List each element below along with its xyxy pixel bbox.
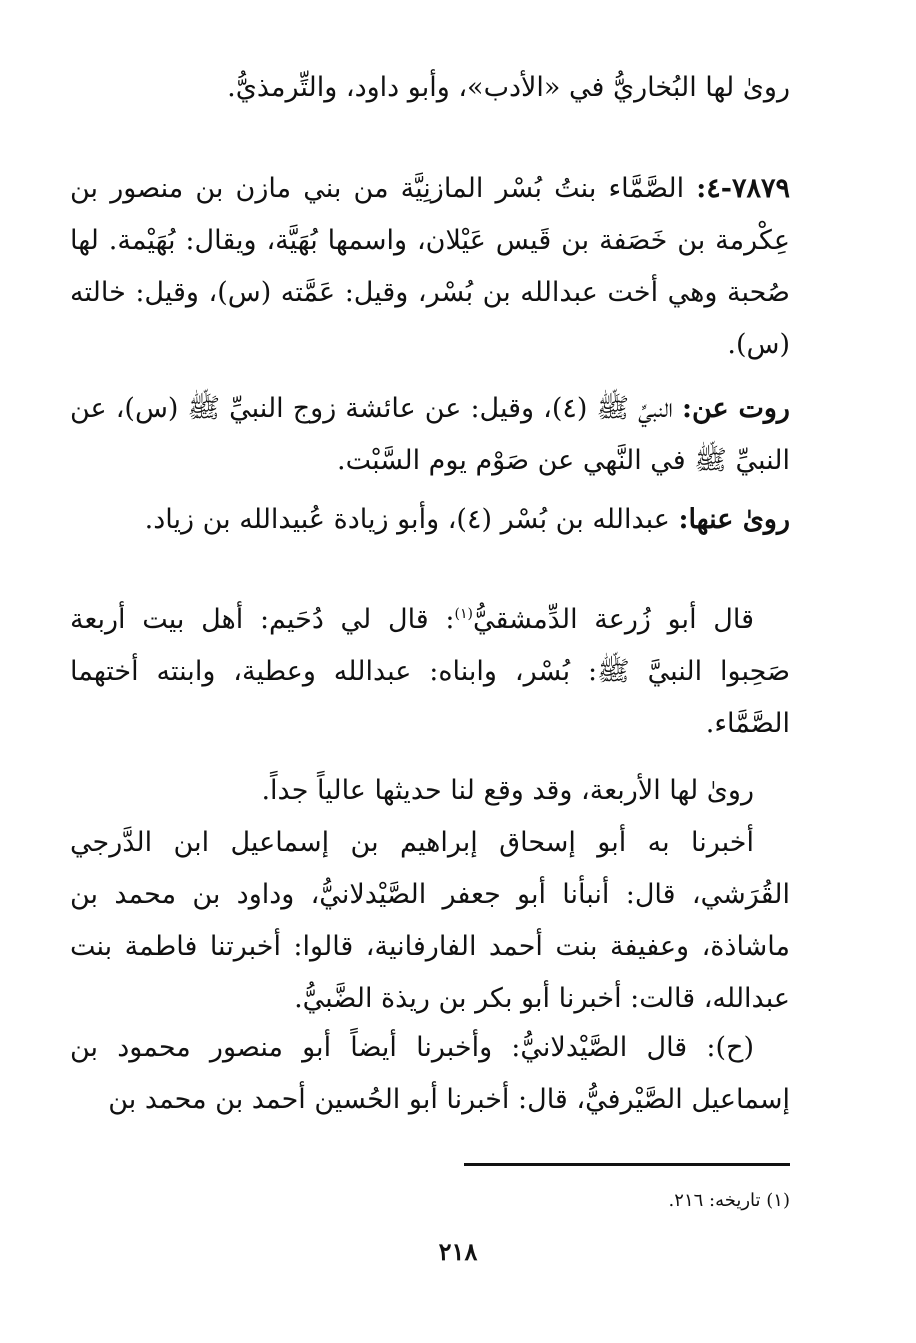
entry-number: ٧٨٧٩-٤:	[696, 173, 790, 204]
narrated-from-text: النبيِّ ﷺ (٤)، وقيل: عن عائشة زوج النبيِّ ﷺ (س)، عن النبيِّ ﷺ في النَّهي عن صَوْم يوم السَّبْت.	[70, 393, 790, 476]
narrated-from-section	[70, 383, 790, 487]
narrated-from-label: روت عن:	[681, 393, 790, 424]
opening-line-text: رویٰ لها البُخاريُّ في «الأدب»، وأبو داود، والتِّرمذيُّ.	[227, 72, 790, 103]
narrators-text: عبدالله بن بُسْر (٤)، وأبو زيادة عُبيدالله بن زياد.	[144, 504, 670, 535]
abu-zura-quote	[70, 594, 790, 750]
second-isnad	[70, 1022, 790, 1126]
quote-body: : قال لي دُحَيم: أهل بيت أربعة صَحِبوا النبيَّ ﷺ: بُسْر، وابناه: عبدالله وعطية، وابنته أختهما الصَّمَّاء.	[70, 604, 790, 739]
isnad-section	[70, 765, 790, 1025]
opening-line	[70, 62, 790, 114]
entry-text: الصَّمَّاء بنتُ بُسْر المازنِيَّة من بني مازن بن منصور بن عِكْرمة بن خَصَفة بن قَيس عَيْلان، واسمها بُهَيَّة، ويقال: بُهَيْمة. لها صُحبة وهي أخت عبدالله بن بُسْر، وقيل: عَمَّته (س)، وقيل: خالته (س).	[70, 173, 790, 360]
page-number: ٢١٨	[438, 1237, 478, 1266]
biography-entry	[70, 163, 790, 371]
isnad-line-1: رویٰ لها الأربعة، وقد وقع لنا حديثها عالياً جداً.	[261, 775, 754, 806]
second-isnad-text: (ح): قال الصَّيْدلانيُّ: وأخبرنا أيضاً أبو منصور محمود بن إسماعيل الصَّيْرفيُّ، قال: أخبرنا أبو الحُسين أحمد بن محمد بن	[70, 1032, 790, 1115]
footnote: (١) تاريخه: ٢١٦.	[668, 1190, 790, 1211]
narrators-from-her-section	[70, 494, 790, 546]
footnote-marker: (١)	[454, 606, 473, 622]
narrators-label: رویٰ عنها:	[678, 504, 790, 535]
quote-intro: قال أبو زُرعة الدِّمشقيُّ	[472, 604, 754, 635]
footnote-divider	[464, 1163, 790, 1166]
isnad-line-2: أخبرنا به أبو إسحاق إبراهيم بن إسماعيل ابن الدَّرجي القُرَشي، قال: أنبأنا أبو جعفر الصَّيْدلانيُّ، وداود بن محمد بن ماشاذة، وعفيفة بنت أحمد الفارفانية، قالوا: أخبرتنا فاطمة بنت عبدالله، قالت: أخبرنا أبو بكر بن ريذة الضَّبيُّ.	[70, 827, 790, 1014]
